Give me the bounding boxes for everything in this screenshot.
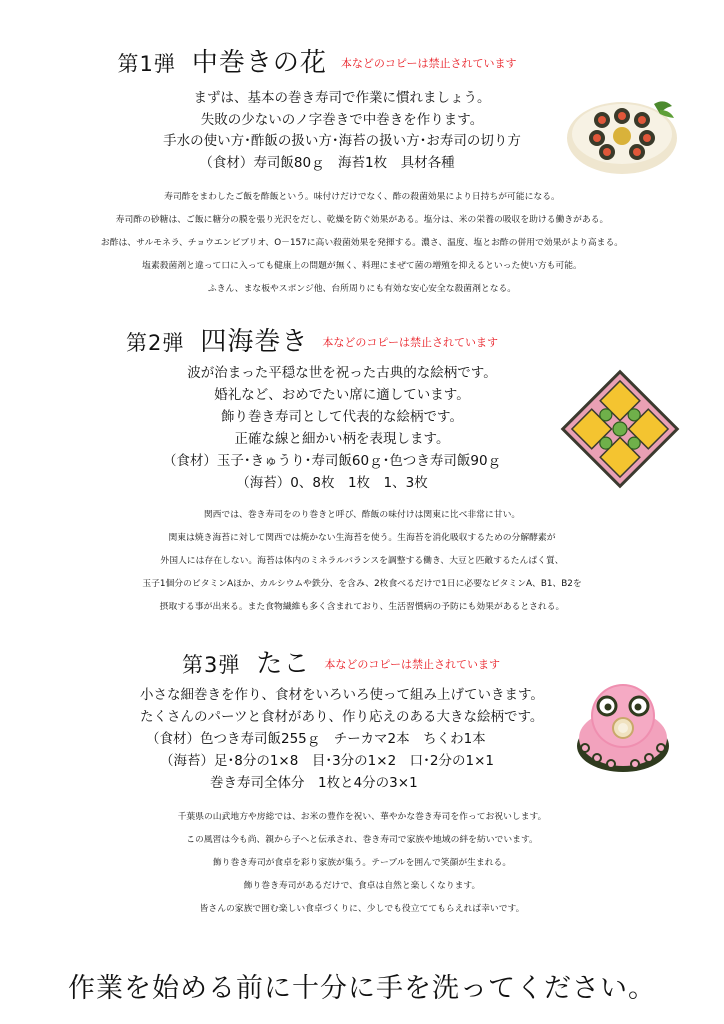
octopus-sushi-photo (571, 676, 675, 780)
section2-intro-line: 婚礼など、おめでたい席に適しています。 (214, 387, 470, 403)
section1-intro-line: まずは、基本の巻き寿司で作業に慣れましょう。 (193, 90, 491, 106)
section2-intro-line: 飾り巻き寿司として代表的な絵柄です。 (221, 409, 463, 425)
section2-intro-line: （海苔）0、8枚 1枚 1、3枚 (236, 475, 428, 491)
section2-notes (0, 504, 724, 619)
section2-note: 外国人には存在しない。海苔は体内のミネラルバランスを調整する働き、大豆と匹敵するたんぱく質、 (160, 556, 564, 566)
section2-note: 関西では、巻き寿司をのり巻きと呼び、酢飯の味付けは関東に比べ非常に甘い。 (203, 510, 521, 520)
section3-note: 皆さんの家族で囲む楽しい食卓づくりに、少しでも役立ててもらえれば幸いです。 (199, 904, 525, 914)
section3-intro-line: 巻き寿司全体分 1枚と4分の3×1 (210, 775, 418, 791)
section1-note: ふきん、まな板やスポンジ他、台所周りにも有効な安心安全な殺菌剤となる。 (207, 284, 517, 294)
section1-name: 中巻きの花 (191, 48, 327, 78)
section3-title (0, 643, 724, 680)
section3-note: 飾り巻き寿司が食卓を彩り家族が集う。テーブルを囲んで笑顔が生まれる。 (212, 858, 512, 868)
section1-intro-line: 失敗の少ないのノ字巻きで中巻きを作ります。 (200, 111, 484, 128)
section1-number: 第1弾 (117, 52, 176, 76)
section3-note: 千葉県の山武地方や房総では、お米の豊作を祝い、華やかな巻き寿司を作ってお祝いします。 (177, 812, 547, 822)
section3-intro-line: たくさんのパーツと食材があり、作り応えのある大きな絵柄です。 (140, 709, 544, 725)
section1-title (0, 42, 724, 79)
section2-title (0, 321, 724, 358)
section2-copy-warning: 本などのコピーは禁止されています (322, 336, 498, 349)
section2-note: 摂取する事が出来る。また食物繊維も多く含まれており、生活習慣病の予防にも効果があるとされる。 (159, 602, 565, 612)
section3-intro-line: （食材）色つき寿司飯255ｇ チーカマ2本 ちくわ1本 (146, 731, 486, 747)
section3-intro-line: 小さな細巻きを作り、食材をいろいろ使って組み上げていきます。 (140, 687, 544, 703)
section2-note: 関東は焼き海苔に対して関西では焼かない生海苔を使う。生海苔を消化吸収するための分解酵素が (168, 533, 556, 543)
section3-intro-line: （海苔）足･8分の1×8 目･3分の1×2 口･2分の1×1 (160, 753, 494, 769)
section1-note: 塩素殺菌剤と違って口に入っても健康上の問題が無く、料理にまぜて菌の増殖を抑えるといった使い方も可能。 (142, 261, 582, 271)
section1-copy-warning: 本などのコピーは禁止されています (340, 57, 517, 70)
section3-note: この風習は今も尚、親から子へと伝承され、巻き寿司で家族や地域の絆を紡いでいます。 (186, 835, 538, 845)
section2-name: 四海巻き (200, 327, 309, 357)
section1-intro-line: （食材）寿司飯80ｇ 海苔1枚 具材各種 (199, 154, 455, 171)
flower-sushi-roll-photo (562, 90, 678, 178)
section2-note: 玉子1個分のビタミンAほか、カルシウムや鉄分、を含み、2枚食べるだけで1日に必要なビタミンA、B1、B2を (142, 579, 582, 589)
section2-intro-line: 正確な線と細かい柄を表現します。 (234, 431, 450, 447)
section2-intro-line: （食材）玉子･きゅうり･寿司飯60ｇ･色つき寿司飯90ｇ (162, 453, 502, 469)
section1-note: 寿司酢の砂糖は、ご飯に糖分の膜を張り光沢をだし、乾燥を防ぐ効果がある。塩分は、米の栄養の吸収を助ける働きがある。 (115, 215, 609, 225)
section1-note: 寿司酢をまわしたご飯を酢飯という。味付けだけでなく、酢の殺菌効果により日持ちが可能になる。 (164, 192, 560, 202)
section1-note: お酢は、サルモネラ、チョウエンビブリオ、O－157に高い殺菌効果を発揮する。濃さ、温度、塩とお酢の併用で効果がより高まる。 (100, 238, 624, 248)
shikai-maki-sushi-photo (556, 365, 684, 493)
section1-intro-line: 手水の使い方･酢飯の扱い方･海苔の扱い方･お寿司の切り方 (163, 133, 521, 149)
section2-intro-line: 波が治まった平穏な世を祝った古典的な絵柄です。 (187, 365, 497, 381)
section3-name: たこ (256, 649, 311, 679)
hand-washing-notice: 作業を始める前に十分に手を洗ってください。 (68, 973, 656, 1004)
section3-note: 飾り巻き寿司があるだけで、食卓は自然と楽しくなります。 (243, 881, 481, 891)
section3-number: 第3弾 (182, 653, 241, 677)
section3-copy-warning: 本などのコピーは禁止されています (324, 658, 500, 671)
section3-notes (0, 806, 724, 921)
section1-notes (0, 186, 724, 301)
section2-number: 第2弾 (126, 331, 185, 355)
